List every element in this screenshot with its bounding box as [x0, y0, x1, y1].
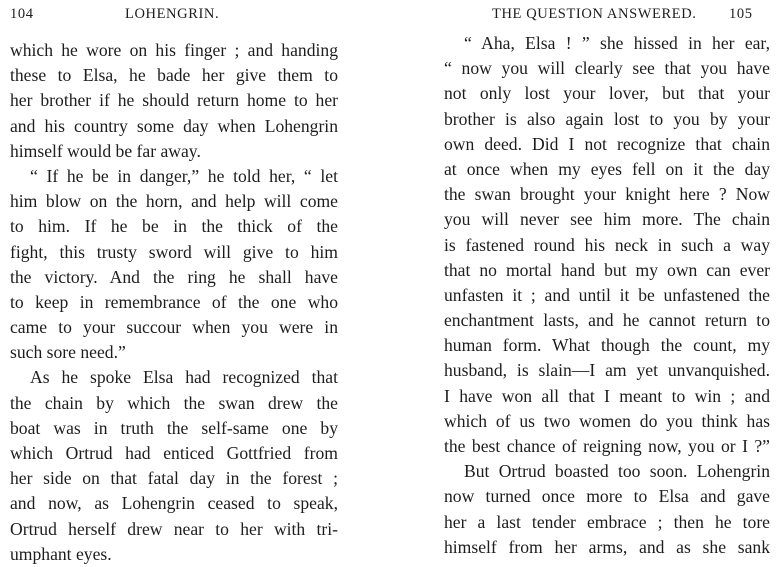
text-line: unfasten it ; and until it be unfastened the: [444, 284, 770, 305]
text-line: her a last tender embrace ; then he tore: [444, 511, 770, 532]
text-line: brother is also again lost to you by your: [444, 108, 770, 129]
text-line: “ now you will clearly see that you have: [444, 58, 770, 79]
text-line: husband, is slain—I am yet unvanquished.: [444, 360, 770, 381]
text-line: boat was in truth the self-same one by: [10, 417, 338, 438]
text-line: Ortrud herself drew near to her with tri-: [10, 518, 338, 539]
text-line: her brother if he should return home to her: [10, 90, 338, 111]
text-line: own deed. Did I not recognize that chain: [444, 133, 770, 154]
text-line: As he spoke Elsa had recognized that: [30, 367, 338, 388]
text-line: now turned once more to Elsa and gave: [444, 486, 770, 507]
text-line: the chain by which the swan drew the: [10, 392, 338, 413]
text-line: the best chance of reigning now, you or I ?”: [444, 436, 770, 456]
text-line: you will never see him more. The chain: [444, 209, 770, 230]
text-line: not only lost your lover, but that your: [444, 83, 770, 104]
text-line: that no mortal hand but my own can ever: [444, 259, 770, 280]
left-running-head: [10, 6, 340, 26]
text-line: and his country some day when Lohengrin: [10, 115, 338, 136]
text-line: such sore need.”: [10, 342, 126, 363]
text-line: which he wore on his finger ; and handing: [10, 40, 338, 60]
text-line: these to Elsa, he bade her give them to: [10, 65, 338, 86]
text-line: himself would be far away.: [10, 140, 201, 161]
text-line: I have won all that I meant to win ; and: [444, 385, 770, 406]
text-line: human form. What though the count, my: [444, 335, 770, 356]
text-line: is fastened round his neck in such a way: [444, 234, 770, 255]
right-body-text: [444, 31, 770, 560]
text-line: fight, this trusty sword will give to him: [10, 241, 338, 262]
text-line: the swan brought your knight here ? Now: [444, 184, 770, 205]
left-running-title: LOHENGRIN.: [125, 6, 220, 22]
text-line: enchantment lasts, and he cannot return to: [444, 310, 770, 331]
text-line: “ Aha, Elsa ! ” she hissed in her ear,: [464, 33, 770, 53]
text-line: him blow on the horn, and help will come: [10, 191, 338, 212]
left-body-text: [10, 38, 338, 567]
text-line: at once when my eyes fell on it the day: [444, 158, 770, 179]
text-line: came to your succour when you were in: [10, 317, 338, 338]
right-page-number: 105: [729, 6, 753, 22]
text-line: umphant eyes.: [10, 543, 112, 564]
text-line: But Ortrud boasted too soon. Lohengrin: [464, 461, 770, 482]
left-page: [0, 0, 392, 564]
left-page-number: 104: [10, 6, 34, 22]
text-line: her side on that fatal day in the forest ;: [10, 468, 338, 489]
text-line: and now, as Lohengrin ceased to speak,: [10, 493, 338, 514]
text-line: the victory. And the ring he shall have: [10, 266, 338, 287]
text-line: to keep in remembrance of the one who: [10, 291, 338, 312]
right-running-head: [442, 6, 772, 26]
right-page: [392, 0, 784, 557]
text-line: “ If he be in danger,” he told her, “ let: [30, 165, 338, 186]
text-line: himself from her arms, and as she sank: [444, 536, 770, 557]
text-line: which Ortrud had enticed Gottfried from: [10, 443, 338, 463]
text-line: to him. If he be in the thick of the: [10, 216, 338, 237]
right-running-title: THE QUESTION ANSWERED.: [492, 6, 697, 22]
text-line: which of us two women do you think has: [444, 410, 770, 431]
